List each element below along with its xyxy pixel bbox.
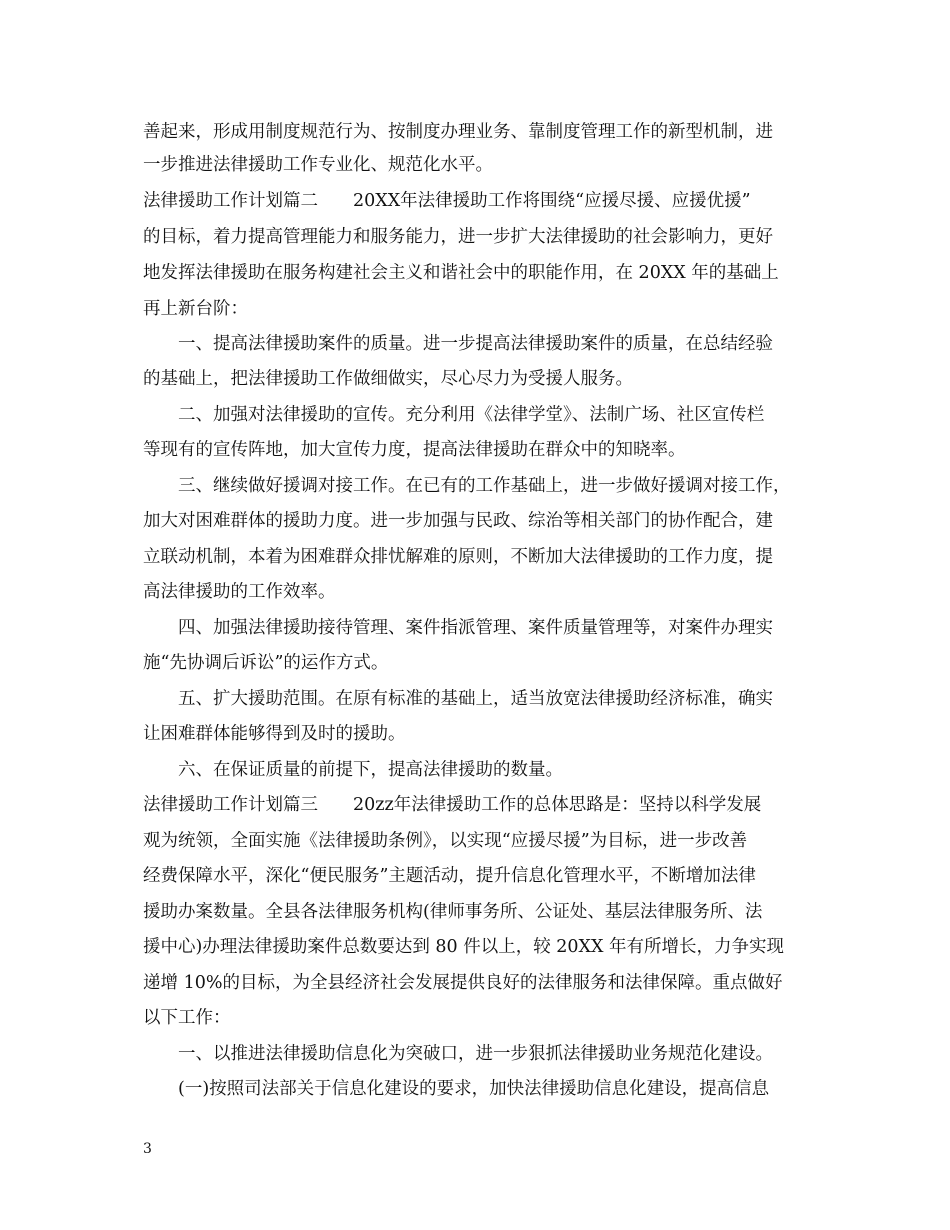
paragraph-line: 援中心)办理法律援助案件总数要达到 80 件以上，较 20XX 年有所增长，力争实现 [143,937,785,957]
paragraph-line: 五、扩大援助范围。在原有标准的基础上，适当放宽法律援助经济标准，确实 [178,689,773,709]
paragraph-line: 让困难群体能够得到及时的援助。 [143,724,406,744]
paragraph-line: 一、提高法律援助案件的质量。进一步提高法律援助案件的质量，在总结经验 [178,334,773,354]
paragraph-line: (一)按照司法部关于信息化建设的要求，加快法律援助信息化建设，提高信息 [178,1079,770,1099]
paragraph-line: 地发挥法律援助在服务构建社会主义和谐社会中的职能作用，在 20XX 年的基础上 [143,263,779,283]
paragraph-line: 等现有的宣传阵地，加大宣传力度，提高法律援助在群众中的知晓率。 [143,440,686,460]
paragraph-line: 立联动机制，本着为困难群众排忧解难的原则，不断加大法律援助的工作力度，提 [143,547,773,567]
paragraph-line: 一步推进法律援助工作专业化、规范化水平。 [143,155,493,175]
paragraph-line: 六、在保证质量的前提下，提高法律援助的数量。 [178,760,563,780]
paragraph-line: 再上新台阶： [143,299,248,319]
paragraph-line: 三、继续做好援调对接工作。在已有的工作基础上，进一步做好援调对接工作， [178,476,791,496]
paragraph-line: 高法律援助的工作效率。 [143,582,336,602]
paragraph-line: 经费保障水平，深化“便民服务”主题活动，提升信息化管理水平，不断增加法律 [143,866,756,886]
paragraph-line: 一、以推进法律援助信息化为突破口，进一步狠抓法律援助业务规范化建设。 [178,1044,773,1064]
paragraph-line: 善起来，形成用制度规范行为、按制度办理业务、靠制度管理工作的新型机制，进 [143,122,773,142]
paragraph-line: 的基础上，把法律援助工作做细做实，尽心尽力为受援人服务。 [143,369,633,389]
paragraph-line: 递增 10%的目标，为全县经济社会发展提供良好的法律服务和法律保障。重点做好 [143,973,783,993]
paragraph-line: 的目标，着力提高管理能力和服务能力，进一步扩大法律援助的社会影响力，更好 [143,227,773,247]
paragraph-line: 二、加强对法律援助的宣传。充分利用《法律学堂》、法制广场、社区宣传栏 [178,405,765,425]
section-heading-line: 法律援助工作计划篇三 20zz年法律援助工作的总体思路是：坚持以科学发展 [143,795,762,815]
paragraph-line: 观为统领，全面实施《法律援助条例》，以实现“应援尽援”为目标，进一步改善 [143,831,748,851]
paragraph-line: 加大对困难群体的援助力度。进一步加强与民政、综治等相关部门的协作配合，建 [143,511,773,531]
paragraph-line: 施“先协调后诉讼”的运作方式。 [143,653,389,673]
page-number: 3 [143,1141,152,1157]
paragraph-line: 以下工作： [143,1008,231,1028]
section-heading-line: 法律援助工作计划篇二 20XX年法律援助工作将围绕“应援尽援、应援优援” [143,191,751,211]
paragraph-line: 四、加强法律援助接待管理、案件指派管理、案件质量管理等，对案件办理实 [178,618,773,638]
paragraph-line: 援助办案数量。全县各法律服务机构(律师事务所、公证处、基层法律服务所、法 [143,902,763,922]
